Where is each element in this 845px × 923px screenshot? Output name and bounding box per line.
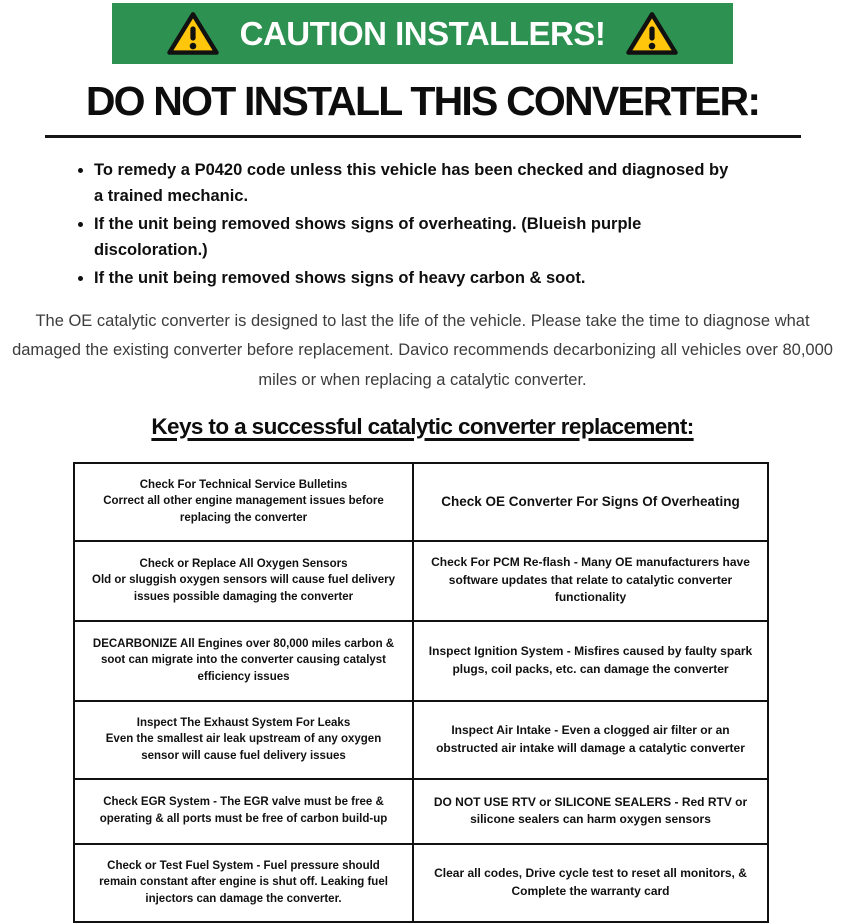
table-row xyxy=(74,621,768,701)
table-row xyxy=(74,779,768,844)
warning-item: • To remedy a P0420 code unless this vehicle has been checked and diagnosed by a trained mechanic. xyxy=(94,158,742,210)
tip-body: Even the smallest air leak upstream of any oxygen sensor will cause fuel delivery issues xyxy=(105,733,382,762)
banner-title: CAUTION INSTALLERS! xyxy=(239,14,606,52)
tip-body: Check EGR System - The EGR valve must be free & operating & all ports must be free of carbon build-up xyxy=(99,796,388,826)
divider-line xyxy=(45,135,801,138)
warning-item: • If the unit being removed shows signs of heavy carbon & soot. xyxy=(94,266,742,292)
tip-cell xyxy=(413,844,768,922)
tip-cell xyxy=(74,844,413,922)
tip-cell xyxy=(413,779,768,844)
headline: DO NOT INSTALL THIS CONVERTER: xyxy=(85,78,760,124)
tip-title: Inspect The Exhaust System For Leaks xyxy=(136,716,351,729)
table-row xyxy=(74,701,768,779)
flyer xyxy=(0,3,845,922)
tip-body: Clear all codes, Drive cycle test to reset all monitors, & Complete the warranty card xyxy=(434,866,747,898)
warning-triangle-icon xyxy=(164,11,222,57)
tip-body: Inspect Ignition System - Misfires caused by faulty spark plugs, coil packs, etc. can damage the converter xyxy=(428,644,753,676)
tip-body: Correct all other engine management issues before replacing the converter xyxy=(103,495,384,524)
tip-body: DO NOT USE RTV or SILICONE SEALERS - Red RTV or silicone sealers can harm oxygen sensors xyxy=(433,794,748,827)
tip-cell xyxy=(413,463,768,541)
tip-cell xyxy=(74,701,413,779)
tip-cell xyxy=(74,779,413,844)
warning-item: • If the unit being removed shows signs of overheating. (Blueish purple discoloration.) xyxy=(94,212,742,264)
keys-heading xyxy=(0,414,845,440)
tip-cell xyxy=(74,621,413,701)
tip-cell xyxy=(413,541,768,621)
table-row xyxy=(74,844,768,922)
tip-body: Inspect Air Intake - Even a clogged air filter or an obstructed air intake will damage a catalytic converter xyxy=(436,723,745,755)
tip-cell xyxy=(413,701,768,779)
advisory-paragraph: The OE catalytic converter is designed to last the life of the vehicle. Please take the time to diagnose what damaged the existing converter before replacement. Davico recommends decarbonizing all vehicles over 80,000 miles or when replacing a catalytic converter. xyxy=(12,312,833,389)
tip-title: Check For Technical Service Bulletins xyxy=(139,478,348,491)
warning-list xyxy=(78,158,742,291)
tip-title: Check or Replace All Oxygen Sensors xyxy=(139,557,348,570)
table-row xyxy=(74,463,768,541)
keys-heading-text: Keys to a successful catalytic converter replacement: xyxy=(151,413,694,439)
tip-body: Check or Test Fuel System - Fuel pressure should remain constant after engine is shut off. Leaking fuel injectors can damage the converter. xyxy=(99,859,388,905)
tip-body: DECARBONIZE All Engines over 80,000 miles carbon & soot can migrate into the converter causing catalyst efficiency issues xyxy=(92,637,395,683)
tip-cell xyxy=(413,621,768,701)
caution-banner xyxy=(112,3,733,64)
tips-table xyxy=(73,462,769,923)
table-row xyxy=(74,541,768,621)
tip-body: Old or sluggish oxygen sensors will cause fuel delivery issues possible damaging the converter xyxy=(92,574,395,603)
tip-body: Check For PCM Re-flash - Many OE manufacturers have software updates that relate to catalytic converter functionality xyxy=(431,555,750,605)
warning-triangle-icon xyxy=(623,11,681,57)
tip-body: Check OE Converter For Signs Of Overheating xyxy=(441,493,740,509)
tip-cell xyxy=(74,541,413,621)
tip-cell xyxy=(74,463,413,541)
